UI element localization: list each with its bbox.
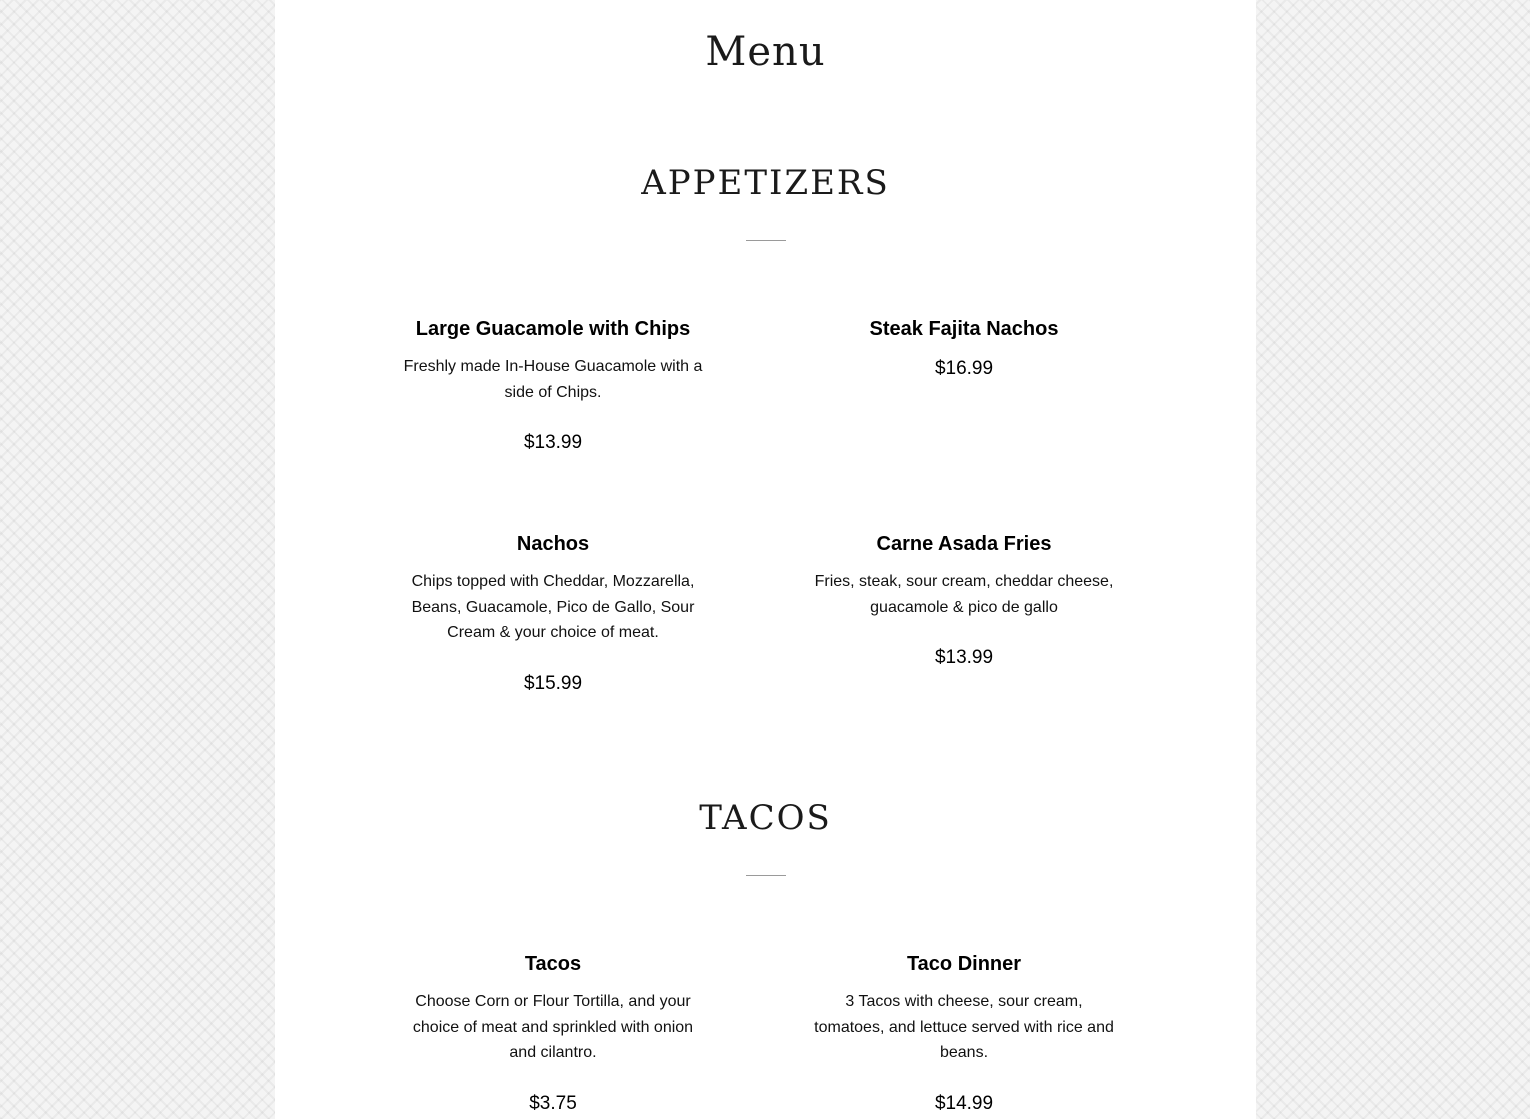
menu-item-description: Freshly made In-House Guacamole with a side of Chips. — [403, 358, 703, 401]
menu-item-description: Fries, steak, sour cream, cheddar cheese, guacamole & pico de gallo — [814, 573, 1114, 616]
menu-item-name: Large Guacamole with Chips — [415, 318, 691, 340]
page-title: Menu — [705, 29, 826, 75]
menu-item-name: Nachos — [516, 533, 590, 555]
menu-item-name: Steak Fajita Nachos — [869, 318, 1059, 340]
menu-item-description: Choose Corn or Flour Tortilla, and your choice of meat and sprinkled with onion and cilantro. — [412, 993, 694, 1061]
menu-item-description: Chips topped with Cheddar, Mozzarella, Beans, Guacamole, Pico de Gallo, Sour Cream & your choice of meat. — [411, 573, 695, 641]
menu-item-price: $3.75 — [529, 1092, 577, 1114]
menu-item-name: Taco Dinner — [906, 953, 1022, 975]
menu-page — [275, 0, 1256, 1119]
menu-item-name: Tacos — [524, 953, 582, 975]
menu-item-description: 3 Tacos with cheese, sour cream, tomatoes, and lettuce served with rice and beans. — [814, 993, 1114, 1061]
menu-item — [809, 316, 1119, 382]
section-title-appetizers: APPETIZERS — [641, 163, 890, 203]
menu-item — [398, 316, 708, 456]
section-divider — [746, 875, 786, 876]
menu-item-price: $16.99 — [934, 358, 994, 379]
menu-item — [398, 951, 708, 1117]
menu-item-name: Carne Asada Fries — [876, 533, 1052, 555]
menu-item — [809, 531, 1119, 671]
menu-item-price: $14.99 — [934, 1092, 994, 1114]
menu-item-price: $13.99 — [934, 647, 994, 668]
section-divider — [746, 240, 786, 241]
section-title-tacos: TACOS — [699, 798, 832, 838]
menu-item-price: $15.99 — [523, 672, 583, 694]
menu-item — [398, 531, 708, 697]
menu-item-price: $13.99 — [523, 432, 583, 453]
menu-item — [809, 951, 1119, 1117]
